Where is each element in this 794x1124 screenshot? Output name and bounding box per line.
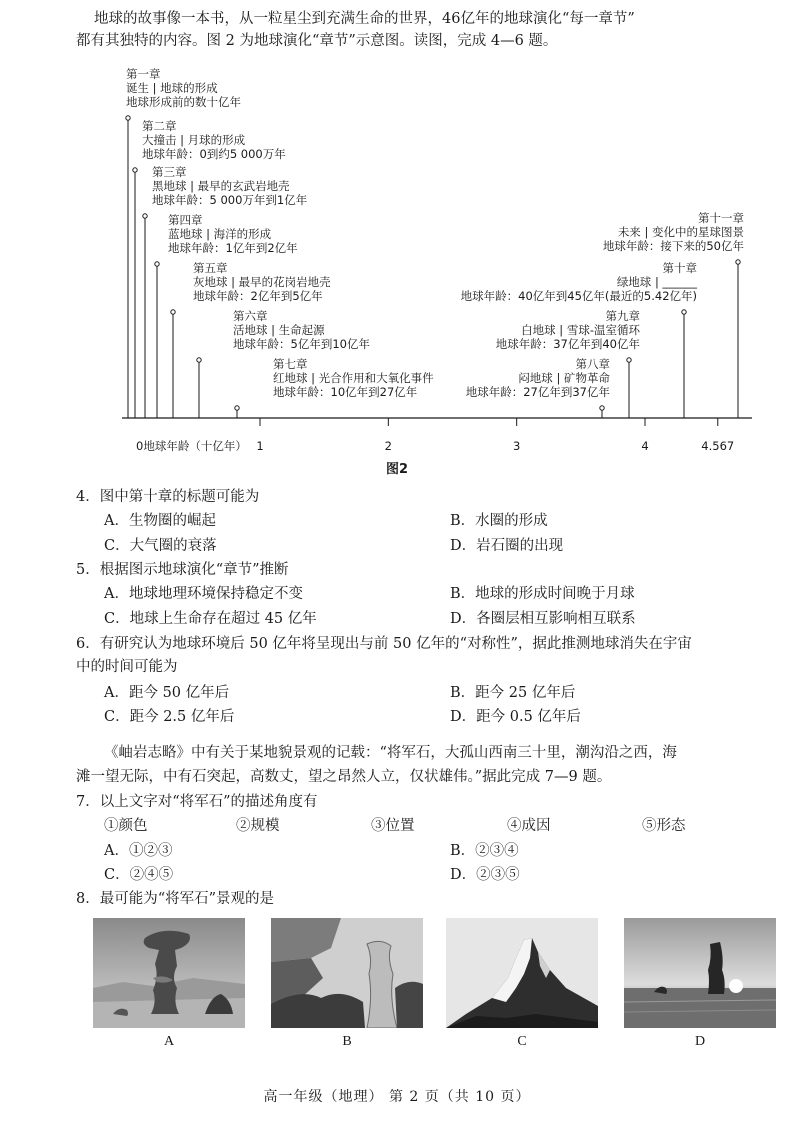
option-7a: A．①②③ [104, 843, 173, 859]
photo-c-snow-peak [446, 918, 598, 1028]
option-7b: B．②③④ [450, 843, 519, 859]
chapter-age: 地球年龄：1亿年到2亿年 [168, 241, 298, 255]
aspect-item-3: ③位置 [371, 818, 415, 834]
chapter-age: 地球年龄：5 000万年到1亿年 [152, 193, 308, 207]
photo-label-d: D [694, 1034, 706, 1049]
chapter-title: 灰地球 | 最早的花岗岩地壳 [193, 275, 331, 289]
question-number: 8． [76, 891, 100, 907]
aspect-item-4: ④成因 [507, 818, 551, 834]
question-number: 4． [76, 489, 100, 505]
question-7 [76, 791, 318, 813]
chapter-number: 第一章 [126, 67, 161, 81]
chapter-age: 地球形成前的数十亿年 [126, 95, 241, 109]
option-7c: C．②④⑤ [104, 867, 174, 883]
question-number: 5． [76, 562, 100, 578]
chapter-marker-dot [143, 214, 147, 218]
chapter-age: 地球年龄：接下来的50亿年 [602, 239, 744, 253]
chapter-marker-dot [171, 310, 175, 314]
question-stem: 以上文字对“将军石”的描述角度有 [99, 794, 318, 810]
question-stem: 根据图示地球演化“章节”推断 [99, 562, 289, 578]
photo-label-b: B [342, 1034, 352, 1049]
chapter-age: 地球年龄：10亿年到27亿年 [273, 385, 418, 399]
option-5c: C．地球上生命存在超过 45 亿年 [104, 611, 317, 627]
earth-evolution-timeline [0, 64, 794, 456]
question-stem: 有研究认为地球环境后 50 亿年将呈现出与前 50 亿年的“对称性”，据此推测地球消失在宇宙 [99, 636, 692, 652]
chapter-age: 地球年龄：40亿年到45亿年(最近的5.42亿年) [460, 289, 697, 303]
option-6c: C．距今 2.5 亿年后 [104, 709, 235, 725]
figure-caption: 图2 [385, 462, 409, 477]
chapter-title: 活地球 | 生命起源 [233, 323, 325, 337]
option-6a: A．距今 50 亿年后 [104, 685, 230, 701]
question-stem: 最可能为“将军石”景观的是 [99, 891, 275, 907]
chapter-age: 地球年龄：0到约5 000万年 [142, 147, 286, 161]
option-4b: B．水圈的形成 [450, 513, 548, 529]
question-6-stem-continued: 中的时间可能为 [76, 659, 178, 675]
option-6d: D．距今 0.5 亿年后 [450, 709, 581, 725]
option-5a: A．地球地理环境保持稳定不变 [104, 586, 303, 602]
chapter-title: 诞生 | 地球的形成 [126, 81, 218, 95]
intro-line-2: 都有其独特的内容。图 2 为地球演化“章节”示意图。读图，完成 4—6 题。 [76, 33, 558, 49]
chapter-title: 白地球 | 雪球-温室循环 [521, 323, 640, 337]
passage-line-1: 《岫岩志略》中有关于某地貌景观的记载：“将军石，大孤山西南三十里，潮沟沿之西，海 [104, 745, 677, 761]
chapter-number: 第五章 [193, 261, 228, 275]
option-7d: D．②③⑤ [450, 867, 520, 883]
question-stem: 图中第十章的标题可能为 [99, 489, 260, 505]
chapter-marker-dot [600, 406, 604, 410]
photo-label-a: A [163, 1034, 175, 1049]
intro-line-1: 地球的故事像一本书，从一粒星尘到充满生命的世界，46亿年的地球演化“每一章节” [94, 11, 635, 27]
chapter-title: 闷地球 | 矿物革命 [518, 371, 610, 385]
aspect-item-5: ⑤形态 [642, 818, 686, 834]
option-5b: B．地球的形成时间晚于月球 [450, 586, 635, 602]
timeline-tick-label: 4 [641, 439, 649, 453]
chapter-number: 第八章 [575, 357, 610, 371]
passage-line-2: 滩一望无际，中有石突起，高数丈，望之昂然人立，仅状雄伟。”据此完成 7—9 题。 [76, 769, 612, 785]
timeline-tick-label: 1 [256, 439, 264, 453]
chapter-marker-dot [133, 168, 137, 172]
photo-b-rock-column [271, 918, 423, 1028]
chapter-age: 地球年龄：37亿年到40亿年 [495, 337, 640, 351]
option-4d: D．岩石圈的出现 [450, 538, 564, 554]
aspect-item-2: ②规模 [236, 818, 280, 834]
chapter-title: 未来 | 变化中的星球图景 [617, 225, 744, 239]
photo-d-sea-stack [624, 918, 776, 1028]
question-4 [76, 486, 259, 508]
page-footer: 高一年级（地理） 第 2 页（共 10 页） [263, 1089, 531, 1105]
question-number: 7． [76, 794, 100, 810]
option-6b: B．距今 25 亿年后 [450, 685, 576, 701]
chapter-title: 绿地球 | ______ [616, 275, 697, 289]
chapter-number: 第六章 [233, 309, 268, 323]
option-4a: A．生物圈的崛起 [104, 513, 216, 529]
chapter-marker-dot [155, 262, 159, 266]
chapter-number: 第十一章 [698, 211, 744, 225]
question-number: 6． [76, 636, 100, 652]
timeline-chapter [496, 309, 641, 418]
chapter-title: 黑地球 | 最早的玄武岩地壳 [152, 179, 290, 193]
chapter-number: 第四章 [168, 213, 203, 227]
option-4c: C．大气圈的衰落 [104, 538, 217, 554]
chapter-title: 红地球 | 光合作用和大氧化事件 [273, 371, 434, 385]
timeline-axis-label: 0地球年龄（十亿年） [136, 439, 247, 453]
timeline-tick-label: 4.567 [701, 439, 735, 453]
timeline-tick-label: 2 [384, 439, 392, 453]
option-5d: D．各圈层相互影响相互联系 [450, 611, 636, 627]
question-8 [76, 888, 274, 910]
question-6 [76, 633, 692, 655]
photo-label-c: C [517, 1034, 527, 1049]
chapter-number: 第九章 [605, 309, 640, 323]
chapter-number: 第七章 [273, 357, 308, 371]
timeline-chapter [235, 357, 434, 418]
chapter-age: 地球年龄：5亿年到10亿年 [233, 337, 370, 351]
chapter-title: 蓝地球 | 海洋的形成 [168, 227, 272, 241]
chapter-number: 第十章 [662, 261, 697, 275]
timeline-chapter [466, 357, 611, 418]
chapter-marker-dot [682, 310, 686, 314]
chapter-marker-dot [197, 358, 201, 362]
chapter-marker-dot [736, 260, 740, 264]
aspect-item-1: ①颜色 [104, 818, 148, 834]
chapter-marker-dot [235, 406, 239, 410]
chapter-number: 第三章 [152, 165, 187, 179]
chapter-marker-dot [627, 358, 631, 362]
chapter-title: 大撞击 | 月球的形成 [142, 133, 246, 147]
chapter-age: 地球年龄：27亿年到37亿年 [465, 385, 610, 399]
chapter-age: 地球年龄：2亿年到5亿年 [193, 289, 323, 303]
chapter-number: 第二章 [142, 119, 177, 133]
photo-a-hoodoo [93, 918, 245, 1028]
chapter-marker-dot [126, 116, 130, 120]
question-5 [76, 559, 289, 581]
timeline-tick-label: 3 [513, 439, 521, 453]
